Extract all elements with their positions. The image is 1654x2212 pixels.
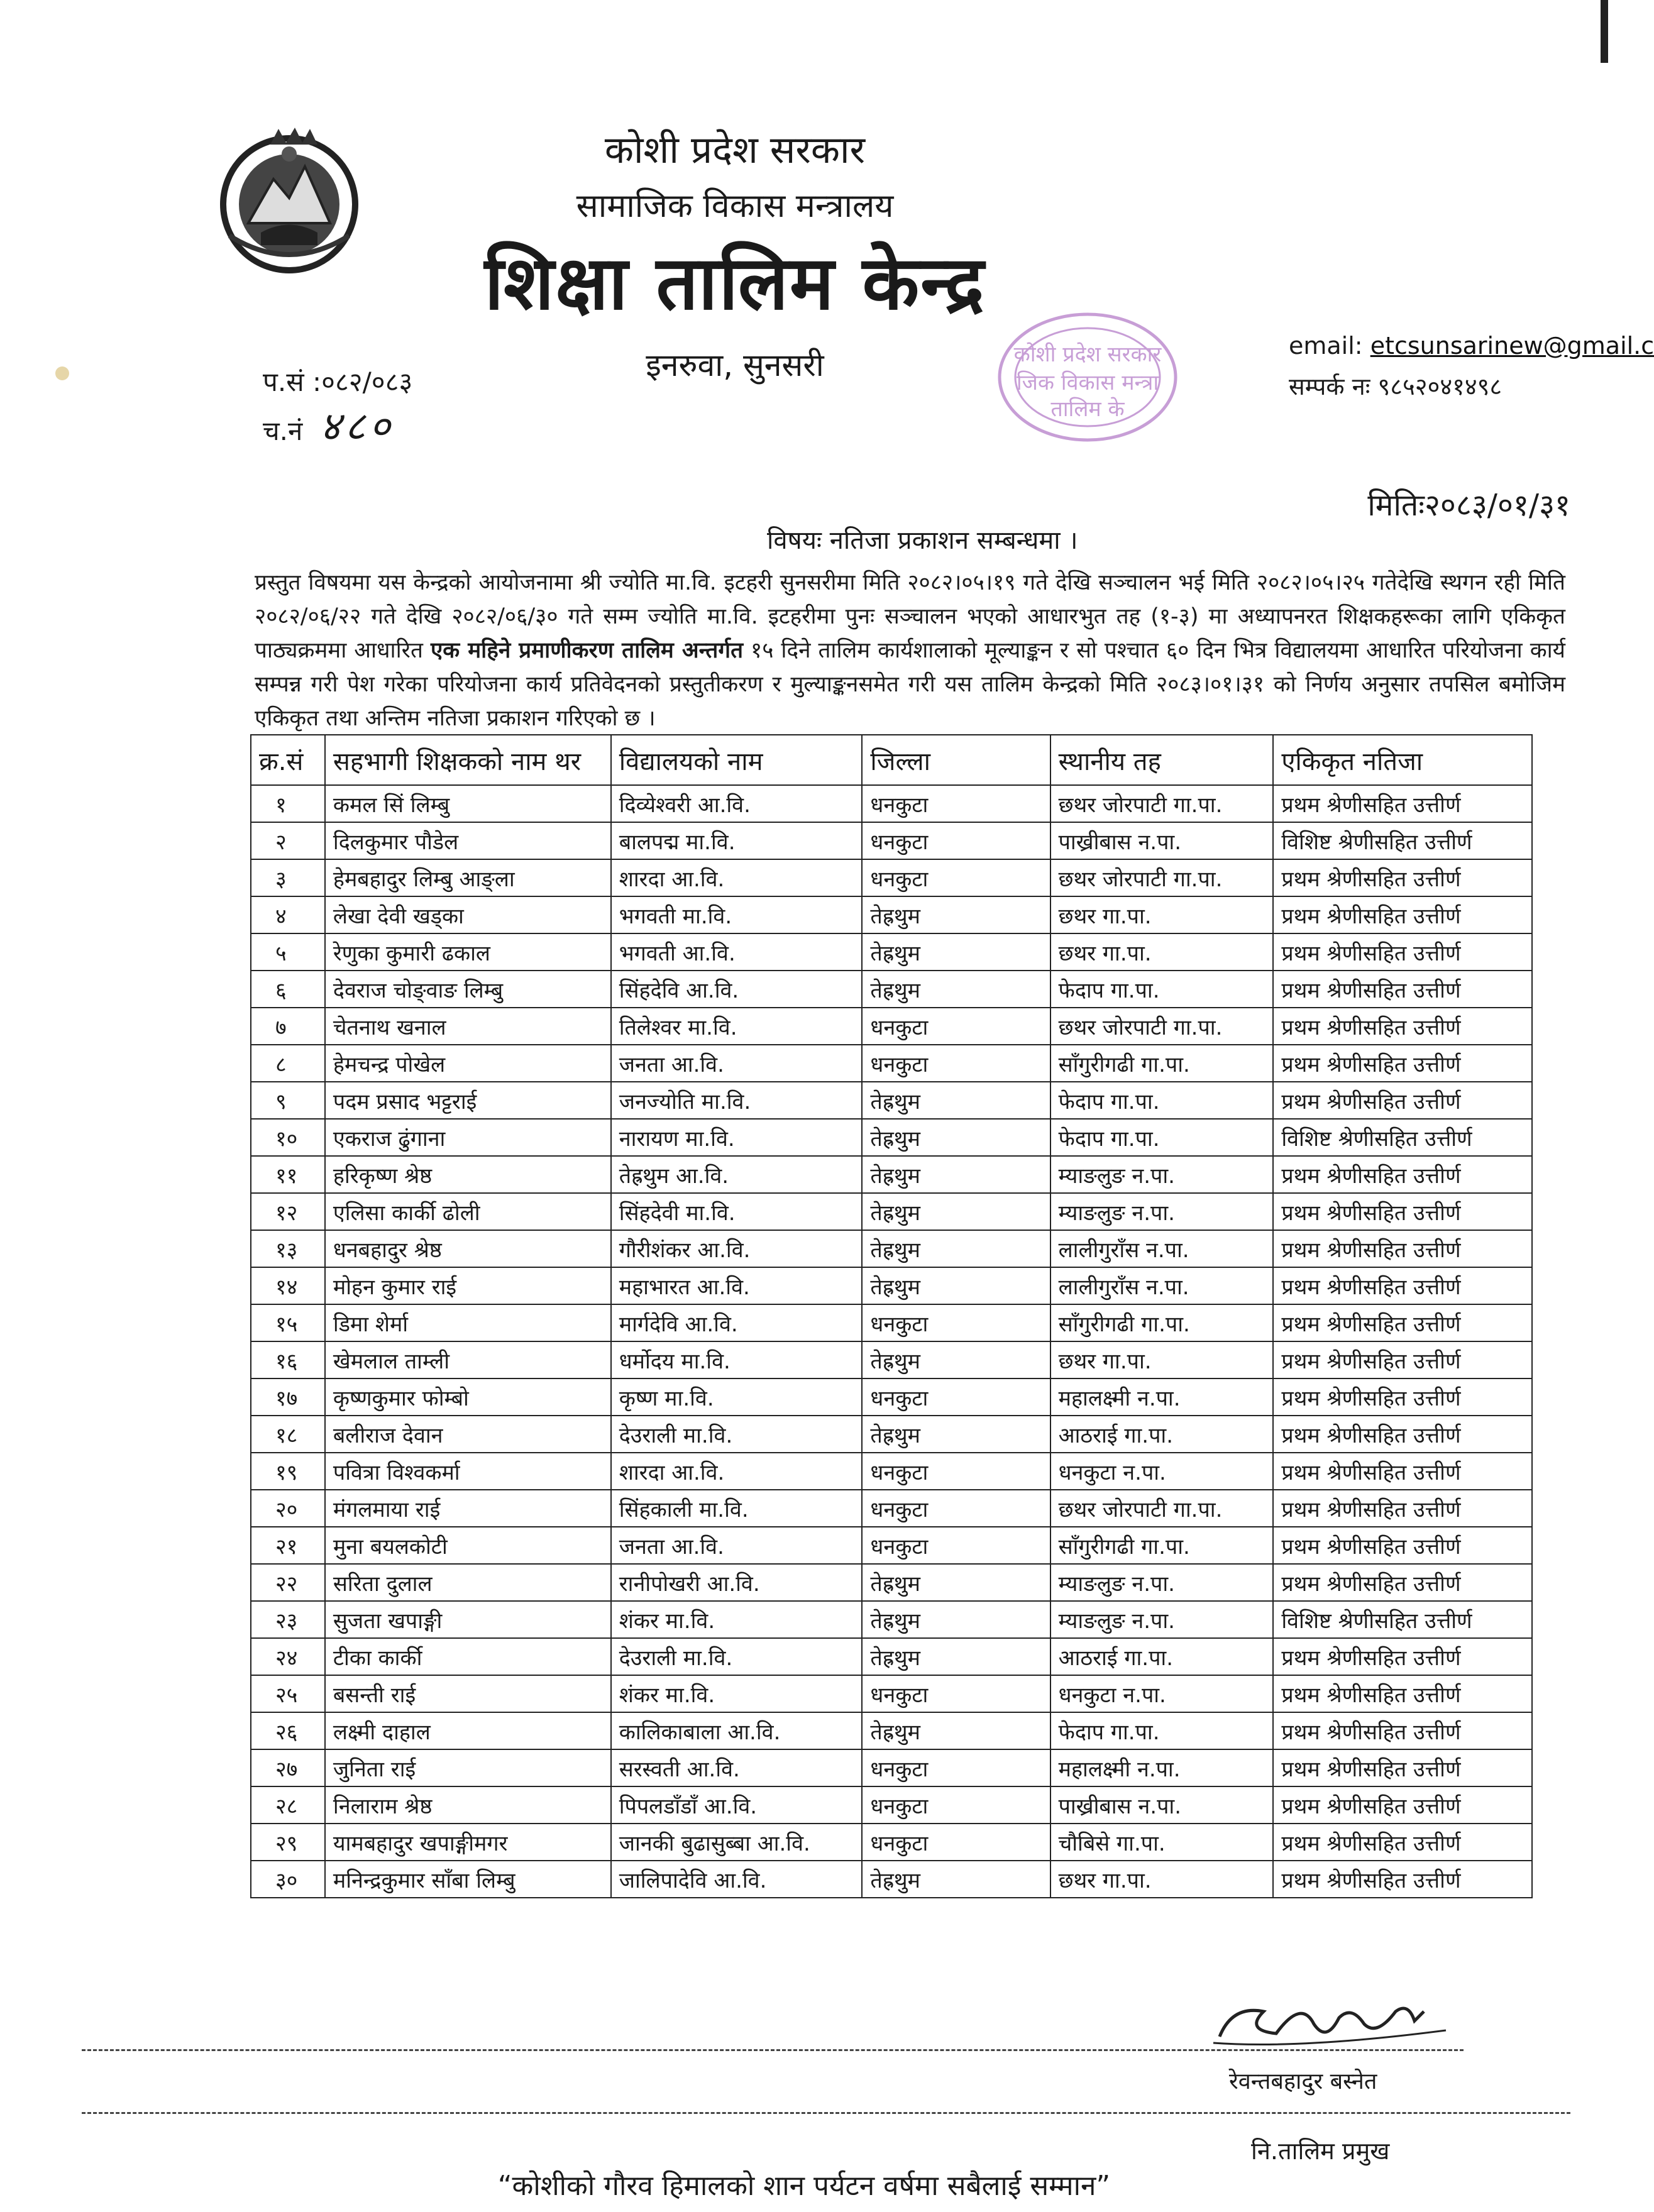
office-stamp — [993, 308, 1182, 446]
table-row — [251, 1601, 1532, 1638]
table-row — [251, 1119, 1532, 1156]
cell-sn: २२ — [251, 1564, 325, 1601]
table-row — [251, 785, 1532, 822]
cell-district: धनकुटा — [862, 1675, 1050, 1712]
cell-participant-name: मुना बयलकोटी — [325, 1527, 611, 1564]
cell-district: तेह्रथुम — [862, 933, 1050, 971]
cell-local-level: फेदाप गा.पा. — [1050, 971, 1274, 1008]
table-row — [251, 1045, 1532, 1082]
cell-result: प्रथम श्रेणीसहित उत्तीर्ण — [1273, 1712, 1532, 1749]
cell-participant-name: रेणुका कुमारी ढकाल — [325, 933, 611, 971]
email-address[interactable]: etcsunsarinew@gmail.c — [1370, 332, 1654, 360]
cell-school-name: रानीपोखरी आ.वि. — [611, 1564, 863, 1601]
cell-school-name: कालिकाबाला आ.वि. — [611, 1712, 863, 1749]
table-row — [251, 1527, 1532, 1564]
table-row — [251, 1712, 1532, 1749]
cell-school-name: धर्मोदय मा.वि. — [611, 1341, 863, 1378]
cell-local-level: धनकुटा न.पा. — [1050, 1453, 1274, 1490]
cell-result: प्रथम श्रेणीसहित उत्तीर्ण — [1273, 1304, 1532, 1341]
col-header-sn: क्र.सं — [251, 735, 325, 785]
cell-participant-name: हरिकृष्ण श्रेष्ठ — [325, 1156, 611, 1193]
cell-local-level: छथर जोरपाटी गा.पा. — [1050, 785, 1274, 822]
table-row — [251, 822, 1532, 859]
stamp-line-3: तालिम के — [1050, 397, 1125, 422]
cell-local-level: धनकुटा न.पा. — [1050, 1675, 1274, 1712]
cell-participant-name: धनबहादुर श्रेष्ठ — [325, 1230, 611, 1267]
cell-local-level: महालक्ष्मी न.पा. — [1050, 1749, 1274, 1786]
cell-participant-name: हेमबहादुर लिम्बु आङ्ला — [325, 859, 611, 896]
cell-school-name: पिपलडाँडाँ आ.वि. — [611, 1786, 863, 1824]
body-part-1: प्रस्तुत विषयमा यस केन्द्रको आयोजनामा श्री ज्योति मा.वि. इटहरी सुनसरीमा मिति २०८२।०५।१९ गते देखि सञ्चालन भई मिति २०८२।०५।२५ गतेदेखि स्थगन रही मिति २०८२/०६/२२ गते देखि २०८२/०६/३० गते सम्म ज्योति मा.वि. इटहरीमा पुनः सञ्चालन भएको आधारभुत तह (१-३) मा अध्यापनरत शिक्षकहरूका लागि एकिकृत पाठ्यक्रममा आधारित — [255, 570, 1565, 663]
table-row — [251, 1675, 1532, 1712]
phone-number: ९८५२०४१४९८ — [1377, 373, 1502, 400]
cell-local-level: साँगुरीगढी गा.पा. — [1050, 1304, 1274, 1341]
cell-district: धनकुटा — [862, 1304, 1050, 1341]
table-row — [251, 1008, 1532, 1045]
cell-district: तेह्रथुम — [862, 1601, 1050, 1638]
cell-local-level: साँगुरीगढी गा.पा. — [1050, 1527, 1274, 1564]
cell-result: प्रथम श्रेणीसहित उत्तीर्ण — [1273, 896, 1532, 933]
center-title: शिक्षा तालिम केन्द्र — [484, 239, 986, 326]
table-row — [251, 1749, 1532, 1786]
cell-sn: १४ — [251, 1267, 325, 1304]
cell-participant-name: मनिन्द्रकुमार साँबा लिम्बु — [325, 1861, 611, 1898]
cell-sn: १२ — [251, 1193, 325, 1230]
cell-local-level: म्याङलुङ न.पा. — [1050, 1193, 1274, 1230]
cell-result: प्रथम श्रेणीसहित उत्तीर्ण — [1273, 785, 1532, 822]
cell-sn: १८ — [251, 1416, 325, 1453]
cell-sn: २५ — [251, 1675, 325, 1712]
cell-school-name: सरस्वती आ.वि. — [611, 1749, 863, 1786]
cell-participant-name: एकराज ढुंगाना — [325, 1119, 611, 1156]
cell-sn: १ — [251, 785, 325, 822]
cell-participant-name: चेतनाथ खनाल — [325, 1008, 611, 1045]
cell-sn: ३० — [251, 1861, 325, 1898]
cell-local-level: छथर गा.पा. — [1050, 1341, 1274, 1378]
cell-school-name: कृष्ण मा.वि. — [611, 1378, 863, 1416]
cell-result: प्रथम श्रेणीसहित उत्तीर्ण — [1273, 933, 1532, 971]
table-row — [251, 1416, 1532, 1453]
table-row — [251, 1861, 1532, 1898]
cell-local-level: साँगुरीगढी गा.पा. — [1050, 1045, 1274, 1082]
cell-sn: ९ — [251, 1082, 325, 1119]
cell-result: प्रथम श्रेणीसहित उत्तीर्ण — [1273, 1156, 1532, 1193]
cell-participant-name: देवराज चोङ्वाङ लिम्बु — [325, 971, 611, 1008]
cell-participant-name: खेमलाल ताम्ली — [325, 1341, 611, 1378]
cell-local-level: आठराई गा.पा. — [1050, 1416, 1274, 1453]
table-row — [251, 1230, 1532, 1267]
cell-participant-name: लेखा देवी खड्का — [325, 896, 611, 933]
cell-participant-name: मंगलमाया राई — [325, 1490, 611, 1527]
cell-result: प्रथम श्रेणीसहित उत्तीर्ण — [1273, 1008, 1532, 1045]
cell-local-level: पाख्रीबास न.पा. — [1050, 822, 1274, 859]
cell-result: प्रथम श्रेणीसहित उत्तीर्ण — [1273, 1453, 1532, 1490]
col-header-result: एकिकृत नतिजा — [1273, 735, 1532, 785]
cell-local-level: छथर जोरपाटी गा.पा. — [1050, 859, 1274, 896]
table-row — [251, 1638, 1532, 1675]
cell-school-name: तेह्रथुम आ.वि. — [611, 1156, 863, 1193]
cell-sn: ६ — [251, 971, 325, 1008]
cell-district: धनकुटा — [862, 1008, 1050, 1045]
table-row — [251, 933, 1532, 971]
cell-participant-name: निलाराम श्रेष्ठ — [325, 1786, 611, 1824]
cell-district: तेह्रथुम — [862, 1156, 1050, 1193]
cell-participant-name: पवित्रा विश्वकर्मा — [325, 1453, 611, 1490]
table-row — [251, 1786, 1532, 1824]
table-row — [251, 859, 1532, 896]
cell-result: विशिष्ट श्रेणीसहित उत्तीर्ण — [1273, 1119, 1532, 1156]
table-row — [251, 1304, 1532, 1341]
cell-district: तेह्रथुम — [862, 971, 1050, 1008]
cell-result: प्रथम श्रेणीसहित उत्तीर्ण — [1273, 1527, 1532, 1564]
phone-line — [1289, 370, 1502, 402]
cell-participant-name: हेमचन्द्र पोखेल — [325, 1045, 611, 1082]
cell-school-name: दिव्येश्वरी आ.वि. — [611, 785, 863, 822]
cell-sn: १६ — [251, 1341, 325, 1378]
footer-divider — [82, 2112, 1570, 2114]
province-title: कोशी प्रदेश सरकार — [604, 128, 866, 172]
cell-district: तेह्रथुम — [862, 1564, 1050, 1601]
cell-district: तेह्रथुम — [862, 1230, 1050, 1267]
cell-result: प्रथम श्रेणीसहित उत्तीर्ण — [1273, 1230, 1532, 1267]
cell-school-name: शंकर मा.वि. — [611, 1601, 863, 1638]
cell-sn: ४ — [251, 896, 325, 933]
cell-participant-name: डिमा शेर्मा — [325, 1304, 611, 1341]
cell-school-name: जनज्योति मा.वि. — [611, 1082, 863, 1119]
cell-participant-name: लक्ष्मी दाहाल — [325, 1712, 611, 1749]
results-table-body — [251, 785, 1532, 1898]
cell-participant-name: मोहन कुमार राई — [325, 1267, 611, 1304]
cell-result: प्रथम श्रेणीसहित उत्तीर्ण — [1273, 1564, 1532, 1601]
cell-result: प्रथम श्रेणीसहित उत्तीर्ण — [1273, 1861, 1532, 1898]
cell-school-name: गौरीशंकर आ.वि. — [611, 1230, 863, 1267]
cell-result: प्रथम श्रेणीसहित उत्तीर्ण — [1273, 1193, 1532, 1230]
table-row — [251, 1564, 1532, 1601]
cell-district: धनकुटा — [862, 1453, 1050, 1490]
chalani-number-line — [263, 397, 394, 452]
cell-sn: १५ — [251, 1304, 325, 1341]
cell-result: प्रथम श्रेणीसहित उत्तीर्ण — [1273, 1638, 1532, 1675]
cell-sn: ३ — [251, 859, 325, 896]
center-location: इनरुवा, सुनसरी — [646, 347, 824, 383]
cell-participant-name: दिलकुमार पौडेल — [325, 822, 611, 859]
cell-sn: २७ — [251, 1749, 325, 1786]
cell-participant-name: बसन्ती राई — [325, 1675, 611, 1712]
cell-local-level: महालक्ष्मी न.पा. — [1050, 1378, 1274, 1416]
cell-district: धनकुटा — [862, 1527, 1050, 1564]
cell-school-name: जालिपादेवि आ.वि. — [611, 1861, 863, 1898]
cell-sn: २९ — [251, 1824, 325, 1861]
cell-participant-name: यामबहादुर खपाङ्गीमगर — [325, 1824, 611, 1861]
cell-sn: ११ — [251, 1156, 325, 1193]
cell-result: प्रथम श्रेणीसहित उत्तीर्ण — [1273, 1786, 1532, 1824]
cell-district: तेह्रथुम — [862, 1341, 1050, 1378]
cell-school-name: जनता आ.वि. — [611, 1045, 863, 1082]
cell-participant-name: कृष्णकुमार फोम्बो — [325, 1378, 611, 1416]
cell-district: धनकुटा — [862, 1490, 1050, 1527]
email-line — [1289, 332, 1654, 360]
cell-result: प्रथम श्रेणीसहित उत्तीर्ण — [1273, 1490, 1532, 1527]
results-table — [250, 734, 1533, 1898]
phone-label: सम्पर्क नः — [1289, 373, 1370, 400]
body-bold: एक महिने प्रमाणीकरण तालिम अन्तर्गत — [430, 638, 744, 663]
cell-sn: ८ — [251, 1045, 325, 1082]
cell-school-name: बालपद्म मा.वि. — [611, 822, 863, 859]
cell-district: धनकुटा — [862, 1824, 1050, 1861]
cell-school-name: तिलेश्वर मा.वि. — [611, 1008, 863, 1045]
cell-participant-name: पदम प्रसाद भट्टराई — [325, 1082, 611, 1119]
cell-district: तेह्रथुम — [862, 1193, 1050, 1230]
cell-district: धनकुटा — [862, 785, 1050, 822]
cell-participant-name: टीका कार्की — [325, 1638, 611, 1675]
cell-local-level: फेदाप गा.पा. — [1050, 1082, 1274, 1119]
cell-district: तेह्रथुम — [862, 1267, 1050, 1304]
cell-district: तेह्रथुम — [862, 896, 1050, 933]
cell-participant-name: जुनिता राई — [325, 1749, 611, 1786]
patra-sankhya: प.सं :०८२/०८३ — [263, 366, 413, 397]
col-header-name: सहभागी शिक्षकको नाम थर — [325, 735, 611, 785]
cell-district: तेह्रथुम — [862, 1638, 1050, 1675]
cell-school-name: शारदा आ.वि. — [611, 859, 863, 896]
cell-result: प्रथम श्रेणीसहित उत्तीर्ण — [1273, 859, 1532, 896]
cell-result: प्रथम श्रेणीसहित उत्तीर्ण — [1273, 1824, 1532, 1861]
cell-district: धनकुटा — [862, 822, 1050, 859]
cell-school-name: मार्गदेवि आ.वि. — [611, 1304, 863, 1341]
cell-local-level: म्याङलुङ न.पा. — [1050, 1564, 1274, 1601]
cell-school-name: शारदा आ.वि. — [611, 1453, 863, 1490]
table-header-row — [251, 735, 1532, 785]
cell-result: विशिष्ट श्रेणीसहित उत्तीर्ण — [1273, 822, 1532, 859]
letter-body — [255, 566, 1565, 735]
cell-result: प्रथम श्रेणीसहित उत्तीर्ण — [1273, 1416, 1532, 1453]
cell-sn: ५ — [251, 933, 325, 971]
cell-sn: २८ — [251, 1786, 325, 1824]
cell-local-level: छथर गा.पा. — [1050, 1861, 1274, 1898]
cell-result: प्रथम श्रेणीसहित उत्तीर्ण — [1273, 1749, 1532, 1786]
cell-participant-name: कमल सिं लिम्बु — [325, 785, 611, 822]
cell-participant-name: सरिता दुलाल — [325, 1564, 611, 1601]
table-row — [251, 971, 1532, 1008]
cell-district: धनकुटा — [862, 1045, 1050, 1082]
cell-district: धनकुटा — [862, 1378, 1050, 1416]
cell-local-level: छथर जोरपाटी गा.पा. — [1050, 1490, 1274, 1527]
cell-sn: २१ — [251, 1527, 325, 1564]
footer-slogan: “कोशीको गौरव हिमालको शान पर्यटन वर्षमा सबैलाई सम्मान” — [497, 2170, 1111, 2202]
cell-result: प्रथम श्रेणीसहित उत्तीर्ण — [1273, 1045, 1532, 1082]
cell-result: प्रथम श्रेणीसहित उत्तीर्ण — [1273, 1378, 1532, 1416]
cell-local-level: छथर गा.पा. — [1050, 896, 1274, 933]
cell-local-level: पाख्रीबास न.पा. — [1050, 1786, 1274, 1824]
cell-sn: १९ — [251, 1453, 325, 1490]
cell-local-level: छथर गा.पा. — [1050, 933, 1274, 971]
cell-sn: २६ — [251, 1712, 325, 1749]
cell-sn: २ — [251, 822, 325, 859]
cell-local-level: म्याङलुङ न.पा. — [1050, 1156, 1274, 1193]
cell-school-name: देउराली मा.वि. — [611, 1638, 863, 1675]
cell-sn: १७ — [251, 1378, 325, 1416]
table-row — [251, 1490, 1532, 1527]
table-row — [251, 1156, 1532, 1193]
cell-participant-name: बलीराज देवान — [325, 1416, 611, 1453]
table-row — [251, 1082, 1532, 1119]
cell-participant-name: सुजता खपाङ्गी — [325, 1601, 611, 1638]
cell-result: प्रथम श्रेणीसहित उत्तीर्ण — [1273, 971, 1532, 1008]
cell-result: प्रथम श्रेणीसहित उत्तीर्ण — [1273, 1341, 1532, 1378]
cell-school-name: जनता आ.वि. — [611, 1527, 863, 1564]
table-row — [251, 1193, 1532, 1230]
cell-school-name: नारायण मा.वि. — [611, 1119, 863, 1156]
cell-district: तेह्रथुम — [862, 1119, 1050, 1156]
cell-sn: १३ — [251, 1230, 325, 1267]
cell-local-level: फेदाप गा.पा. — [1050, 1712, 1274, 1749]
cell-local-level: चौबिसे गा.पा. — [1050, 1824, 1274, 1861]
cell-sn: २० — [251, 1490, 325, 1527]
cell-school-name: महाभारत आ.वि. — [611, 1267, 863, 1304]
col-header-local-level: स्थानीय तह — [1050, 735, 1274, 785]
signatory-name: रेवन्तबहादुर बस्नेत — [1229, 2069, 1377, 2094]
cell-local-level: लालीगुराँस न.पा. — [1050, 1267, 1274, 1304]
letter-date: मितिः२०८३/०१/३१ — [1367, 488, 1570, 523]
chalani-number: ४८० — [319, 404, 394, 450]
cell-district: तेह्रथुम — [862, 1416, 1050, 1453]
cell-district: तेह्रथुम — [862, 1861, 1050, 1898]
scan-edge-mark — [1601, 0, 1608, 63]
table-row — [251, 1341, 1532, 1378]
body-part-2: १५ दिने तालिम कार्यशालाको मूल्याङ्कन र सो पश्चात ६० दिन भित्र विद्यालयमा आधारित परियोजना कार्य सम्पन्न गरी पेश गरेका परियोजना कार्य प्रतिवेदनको प्रस्तुतीकरण र मुल्याङ्कनसमेत गरी यस तालिम केन्द्रको मिति २०८३।०१।३१ को निर्णय अनुसार तपसिल बमोजिम एकिकृत तथा अन्तिम नतिजा प्रकाशन गरिएको छ । — [255, 638, 1565, 731]
cell-sn: १० — [251, 1119, 325, 1156]
chalani-label: च.नं — [263, 415, 303, 446]
cell-school-name: भगवती मा.वि. — [611, 896, 863, 933]
cell-district: तेह्रथुम — [862, 1712, 1050, 1749]
cell-district: धनकुटा — [862, 1749, 1050, 1786]
cell-result: प्रथम श्रेणीसहित उत्तीर्ण — [1273, 1267, 1532, 1304]
stamp-line-1: कोशी प्रदेश सरकार — [1013, 342, 1162, 367]
cell-district: तेह्रथुम — [862, 1082, 1050, 1119]
cell-sn: ७ — [251, 1008, 325, 1045]
signatory-title: नि.तालिम प्रमुख — [1251, 2137, 1390, 2165]
col-header-school: विद्यालयको नाम — [611, 735, 863, 785]
email-label: email: — [1289, 332, 1363, 360]
cell-school-name: जानकी बुढासुब्बा आ.वि. — [611, 1824, 863, 1861]
cell-district: धनकुटा — [862, 1786, 1050, 1824]
cell-participant-name: एलिसा कार्की ढोली — [325, 1193, 611, 1230]
cell-sn: २३ — [251, 1601, 325, 1638]
cell-school-name: देउराली मा.वि. — [611, 1416, 863, 1453]
stamp-line-2: जिक विकास मन्त्रा — [1016, 370, 1159, 395]
col-header-district: जिल्ला — [862, 735, 1050, 785]
ministry-title: सामाजिक विकास मन्त्रालय — [576, 187, 894, 225]
cell-local-level: फेदाप गा.पा. — [1050, 1119, 1274, 1156]
cell-district: धनकुटा — [862, 859, 1050, 896]
signature-divider — [82, 2049, 1464, 2051]
cell-school-name: सिंहदेवी मा.वि. — [611, 1193, 863, 1230]
table-row — [251, 1378, 1532, 1416]
table-row — [251, 1267, 1532, 1304]
cell-result: प्रथम श्रेणीसहित उत्तीर्ण — [1273, 1675, 1532, 1712]
cell-local-level: लालीगुराँस न.पा. — [1050, 1230, 1274, 1267]
cell-local-level: म्याङलुङ न.पा. — [1050, 1601, 1274, 1638]
cell-school-name: शंकर मा.वि. — [611, 1675, 863, 1712]
table-row — [251, 1453, 1532, 1490]
cell-sn: २४ — [251, 1638, 325, 1675]
cell-local-level: छथर जोरपाटी गा.पा. — [1050, 1008, 1274, 1045]
cell-school-name: सिंहदेवि आ.वि. — [611, 971, 863, 1008]
cell-result: प्रथम श्रेणीसहित उत्तीर्ण — [1273, 1082, 1532, 1119]
cell-school-name: सिंहकाली मा.वि. — [611, 1490, 863, 1527]
cell-school-name: भगवती आ.वि. — [611, 933, 863, 971]
table-row — [251, 896, 1532, 933]
cell-result: विशिष्ट श्रेणीसहित उत्तीर्ण — [1273, 1601, 1532, 1638]
table-row — [251, 1824, 1532, 1861]
cell-local-level: आठराई गा.पा. — [1050, 1638, 1274, 1675]
letter-subject: विषयः नतिजा प्रकाशन सम्बन्धमा । — [767, 526, 1078, 555]
